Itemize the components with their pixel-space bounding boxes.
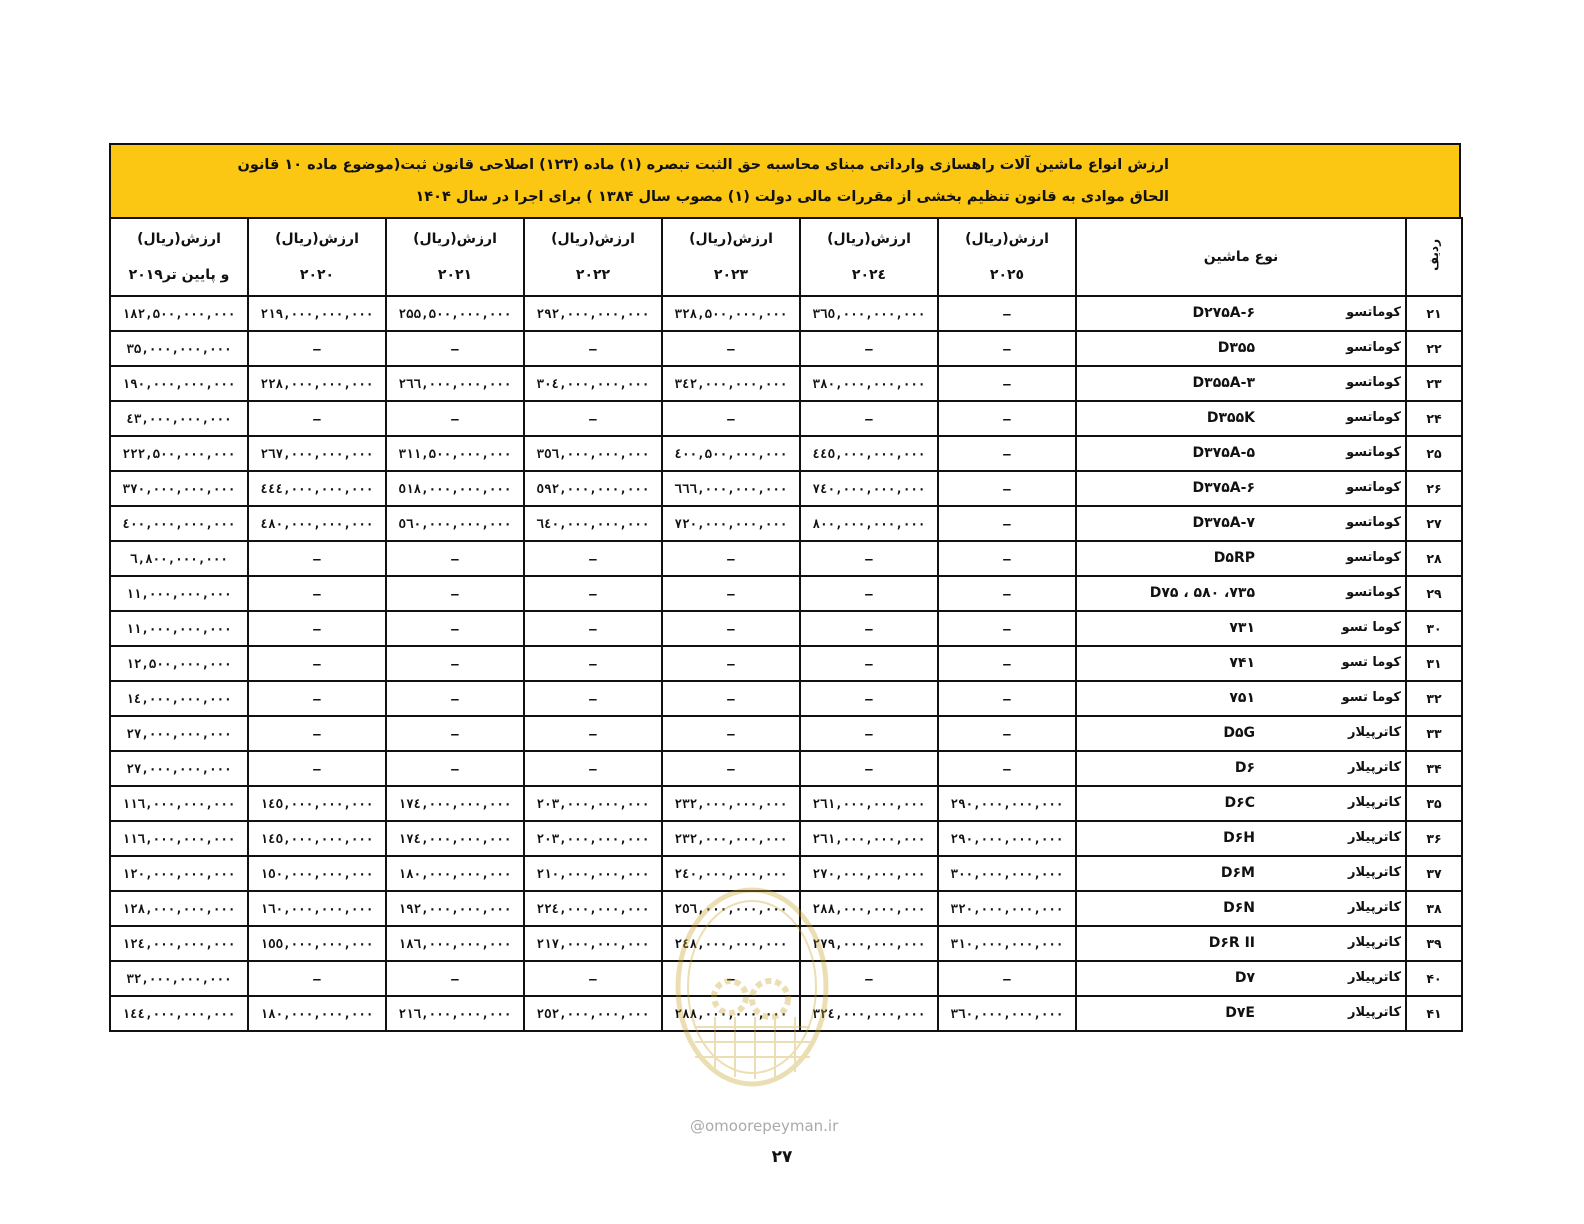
machine-model: D۳۵۵A-۳ (1192, 375, 1255, 391)
value-cell: ۲٤۸,۰۰۰,۰۰۰,۰۰۰ (662, 926, 800, 961)
value-cell: – (662, 961, 800, 996)
machine-model: D۷۵ ، ۵۸۰ ،۷۳۵ (1149, 585, 1255, 601)
value-cell: – (248, 646, 386, 681)
value-cell: – (800, 611, 938, 646)
value-cell: ٤۳,۰۰۰,۰۰۰,۰۰۰ (110, 401, 248, 436)
value-cell: – (386, 331, 524, 366)
value-cell: – (524, 611, 662, 646)
machine-brand: کوماتسو (1346, 480, 1401, 495)
title-line-1: ارزش انواع ماشین آلات راهسازی وارداتی مبنای محاسبه حق الثبت تبصره (۱) ماده (۱۲۳) اصلاحی قانون ثبت(موضوع ماده ۱۰ قانون (237, 157, 1169, 173)
value-cell: – (248, 576, 386, 611)
value-cell: – (524, 541, 662, 576)
row-number-cell: ۳۷ (1406, 856, 1462, 891)
machine-model: D۶C (1224, 795, 1255, 811)
machine-model: ۷۴۱ (1229, 655, 1255, 671)
value-cell: ۱۷٤,۰۰۰,۰۰۰,۰۰۰ (386, 786, 524, 821)
machine-model: D۶M (1220, 865, 1255, 881)
row-number-cell: ۳۱ (1406, 646, 1462, 681)
table-header-row (110, 218, 1462, 296)
table-row (110, 786, 1462, 821)
machine-model: D۶N (1223, 900, 1255, 916)
value-cell: – (800, 751, 938, 786)
value-cell: ۲۱۹,۰۰۰,۰۰۰,۰۰۰ (248, 296, 386, 331)
value-cell: ٥٦۰,۰۰۰,۰۰۰,۰۰۰ (386, 506, 524, 541)
value-cell: ۱۲۰,۰۰۰,۰۰۰,۰۰۰ (110, 856, 248, 891)
value-cell: ۸۰۰,۰۰۰,۰۰۰,۰۰۰ (800, 506, 938, 541)
value-cell: – (938, 296, 1076, 331)
machine-type-cell (1076, 891, 1406, 926)
value-cell: ۳۱۱,۵۰۰,۰۰۰,۰۰۰ (386, 436, 524, 471)
machine-type-cell (1076, 541, 1406, 576)
value-cell: – (800, 961, 938, 996)
value-cell: ۳۲٤,۰۰۰,۰۰۰,۰۰۰ (800, 996, 938, 1031)
row-number-cell: ۲۳ (1406, 366, 1462, 401)
header-value-2019: ارزش(ریال) ۲۰۱۹و پایین تر (110, 218, 248, 296)
machine-type-cell (1076, 856, 1406, 891)
value-cell: – (248, 751, 386, 786)
value-cell: ٤۸۰,۰۰۰,۰۰۰,۰۰۰ (248, 506, 386, 541)
value-cell: – (800, 541, 938, 576)
value-cell: – (938, 716, 1076, 751)
table-row (110, 541, 1462, 576)
machine-brand: کاترپیلار (1348, 795, 1401, 810)
machine-type-cell (1076, 506, 1406, 541)
value-cell: – (386, 751, 524, 786)
machine-model: D۶H (1223, 830, 1255, 846)
machine-type-cell (1076, 681, 1406, 716)
machine-model: ۷۵۱ (1229, 690, 1255, 706)
value-cell: – (938, 506, 1076, 541)
value-cell: ۱٤,۰۰۰,۰۰۰,۰۰۰ (110, 681, 248, 716)
value-cell: ٦,۸۰۰,۰۰۰,۰۰۰ (110, 541, 248, 576)
value-cell: ۱۲۸,۰۰۰,۰۰۰,۰۰۰ (110, 891, 248, 926)
table-row (110, 611, 1462, 646)
row-number-cell: ۳۳ (1406, 716, 1462, 751)
machine-model: D۶ (1234, 760, 1255, 776)
header-value-2024: ارزش(ریال) ۲۰۲٤ (800, 218, 938, 296)
table-row (110, 821, 1462, 856)
row-number-cell: ۳۹ (1406, 926, 1462, 961)
value-cell: – (662, 401, 800, 436)
header-row-number: ردیف (1406, 218, 1462, 296)
machine-brand: کاترپیلار (1348, 935, 1401, 950)
machine-type-cell (1076, 926, 1406, 961)
value-cell: – (248, 611, 386, 646)
machine-model: D۵G (1223, 725, 1255, 741)
machine-brand: کوما تسو (1341, 655, 1401, 670)
value-cell: – (524, 646, 662, 681)
value-cell: ۲۸۸,۰۰۰,۰۰۰,۰۰۰ (662, 996, 800, 1031)
machine-model: D۷ (1234, 970, 1255, 986)
value-cell: – (386, 646, 524, 681)
value-cell: ۱٤٥,۰۰۰,۰۰۰,۰۰۰ (248, 821, 386, 856)
value-cell: – (800, 646, 938, 681)
machine-brand: کوما تسو (1341, 620, 1401, 635)
header-value-2025: ارزش(ریال) ۲۰۲٥ (938, 218, 1076, 296)
value-cell: ۳۲,۰۰۰,۰۰۰,۰۰۰ (110, 961, 248, 996)
value-cell: – (386, 401, 524, 436)
machine-brand: کوماتسو (1346, 550, 1401, 565)
row-number-cell: ۲۶ (1406, 471, 1462, 506)
value-cell: ۳۲۰,۰۰۰,۰۰۰,۰۰۰ (938, 891, 1076, 926)
table-row (110, 751, 1462, 786)
value-cell: ۲۰۳,۰۰۰,۰۰۰,۰۰۰ (524, 821, 662, 856)
value-cell: ۲۸۸,۰۰۰,۰۰۰,۰۰۰ (800, 891, 938, 926)
header-value-2022: ارزش(ریال) ۲۰۲۲ (524, 218, 662, 296)
value-cell: – (938, 436, 1076, 471)
table-row (110, 401, 1462, 436)
value-cell: ۱٥۰,۰۰۰,۰۰۰,۰۰۰ (248, 856, 386, 891)
row-number-cell: ۲۴ (1406, 401, 1462, 436)
table-row (110, 366, 1462, 401)
machine-type-cell (1076, 296, 1406, 331)
value-cell: ٤٤٤,۰۰۰,۰۰۰,۰۰۰ (248, 471, 386, 506)
table-row (110, 331, 1462, 366)
value-cell: ۲۹۰,۰۰۰,۰۰۰,۰۰۰ (938, 821, 1076, 856)
machine-brand: کاترپیلار (1348, 760, 1401, 775)
machine-model: D۳۷۵A-۵ (1192, 445, 1255, 461)
page-number: ۲۷ (771, 1147, 793, 1167)
value-cell: ۳۲۸,۵۰۰,۰۰۰,۰۰۰ (662, 296, 800, 331)
machine-type-cell (1076, 821, 1406, 856)
value-cell: ۲٦۱,۰۰۰,۰۰۰,۰۰۰ (800, 786, 938, 821)
value-cell: ۲۱۷,۰۰۰,۰۰۰,۰۰۰ (524, 926, 662, 961)
value-cell: ۱۱٦,۰۰۰,۰۰۰,۰۰۰ (110, 821, 248, 856)
value-cell: ۱٤٤,۰۰۰,۰۰۰,۰۰۰ (110, 996, 248, 1031)
value-cell: ۳۰٤,۰۰۰,۰۰۰,۰۰۰ (524, 366, 662, 401)
machine-brand: کوماتسو (1346, 445, 1401, 460)
value-cell: ۱۲٤,۰۰۰,۰۰۰,۰۰۰ (110, 926, 248, 961)
machine-brand: کوماتسو (1346, 340, 1401, 355)
value-cell: ۲۵۵,۵۰۰,۰۰۰,۰۰۰ (386, 296, 524, 331)
machine-model: D۳۷۵A-۷ (1192, 515, 1255, 531)
row-number-cell: ۳۸ (1406, 891, 1462, 926)
value-cell: ۲٦۷,۰۰۰,۰۰۰,۰۰۰ (248, 436, 386, 471)
value-cell: – (386, 541, 524, 576)
value-cell: ٥۹۲,۰۰۰,۰۰۰,۰۰۰ (524, 471, 662, 506)
value-cell: ۳٥٦,۰۰۰,۰۰۰,۰۰۰ (524, 436, 662, 471)
value-cell: – (800, 401, 938, 436)
machine-type-cell (1076, 576, 1406, 611)
machine-brand: کوماتسو (1346, 375, 1401, 390)
row-number-cell: ۲۵ (1406, 436, 1462, 471)
value-cell: ۳۷۰,۰۰۰,۰۰۰,۰۰۰ (110, 471, 248, 506)
table-row (110, 891, 1462, 926)
value-cell: ٦٤۰,۰۰۰,۰۰۰,۰۰۰ (524, 506, 662, 541)
value-cell: ۱۸۰,۰۰۰,۰۰۰,۰۰۰ (248, 996, 386, 1031)
table-body (110, 296, 1462, 1031)
site-footer-text: @omoorepeyman.ir (690, 1117, 839, 1135)
value-cell: ۱۱,۰۰۰,۰۰۰,۰۰۰ (110, 611, 248, 646)
machine-type-cell (1076, 961, 1406, 996)
machine-model: D۳۷۵A-۶ (1192, 480, 1255, 496)
title-line-2: الحاق موادی به قانون تنظیم بخشی از مقررات مالی دولت (۱) مصوب سال ۱۳۸۴ ) برای اجرا در سال ۱۴۰۴ (415, 189, 1169, 205)
table-row (110, 436, 1462, 471)
value-cell: – (938, 611, 1076, 646)
value-cell: – (248, 961, 386, 996)
value-cell: ۱۸۲,۵۰۰,۰۰۰,۰۰۰ (110, 296, 248, 331)
machine-brand: کوماتسو (1346, 585, 1401, 600)
machine-type-cell (1076, 611, 1406, 646)
machine-brand: کاترپیلار (1348, 830, 1401, 845)
value-cell: – (524, 961, 662, 996)
value-cell: ۲۰۳,۰۰۰,۰۰۰,۰۰۰ (524, 786, 662, 821)
row-number-cell: ۳۶ (1406, 821, 1462, 856)
table-row (110, 996, 1462, 1031)
value-cell: ۷۲۰,۰۰۰,۰۰۰,۰۰۰ (662, 506, 800, 541)
value-cell: – (662, 331, 800, 366)
value-cell: – (938, 366, 1076, 401)
value-cell: ۲۱٦,۰۰۰,۰۰۰,۰۰۰ (386, 996, 524, 1031)
machine-brand: کاترپیلار (1348, 725, 1401, 740)
value-cell: – (938, 471, 1076, 506)
title-band (109, 143, 1461, 217)
machine-brand: کوما تسو (1341, 690, 1401, 705)
value-cell: – (524, 576, 662, 611)
value-cell: – (524, 681, 662, 716)
value-cell: ۱۹۰,۰۰۰,۰۰۰,۰۰۰ (110, 366, 248, 401)
table-row (110, 296, 1462, 331)
value-cell: ٤۰۰,۵۰۰,۰۰۰,۰۰۰ (662, 436, 800, 471)
document-sheet (109, 143, 1461, 1032)
value-cell: ۳۰۰,۰۰۰,۰۰۰,۰۰۰ (938, 856, 1076, 891)
value-cell: ۲۷۹,۰۰۰,۰۰۰,۰۰۰ (800, 926, 938, 961)
table-row (110, 506, 1462, 541)
value-cell: ۱۸٦,۰۰۰,۰۰۰,۰۰۰ (386, 926, 524, 961)
value-cell: – (662, 646, 800, 681)
value-cell: ۲۳۲,۰۰۰,۰۰۰,۰۰۰ (662, 786, 800, 821)
header-value-2023: ارزش(ریال) ۲۰۲۳ (662, 218, 800, 296)
value-cell: – (938, 541, 1076, 576)
value-cell: ۲۷,۰۰۰,۰۰۰,۰۰۰ (110, 716, 248, 751)
value-cell: – (662, 541, 800, 576)
value-cell: ۲۱۰,۰۰۰,۰۰۰,۰۰۰ (524, 856, 662, 891)
value-cell: – (938, 961, 1076, 996)
machine-model: D۶R II (1208, 935, 1255, 951)
machine-type-cell (1076, 996, 1406, 1031)
row-number-cell: ۳۲ (1406, 681, 1462, 716)
value-cell: ٦٦٦,۰۰۰,۰۰۰,۰۰۰ (662, 471, 800, 506)
value-cell: ۲٦٦,۰۰۰,۰۰۰,۰۰۰ (386, 366, 524, 401)
value-cell: – (248, 331, 386, 366)
value-cell: ۲۹۲,۰۰۰,۰۰۰,۰۰۰ (524, 296, 662, 331)
value-cell: – (386, 961, 524, 996)
machine-model: D۳۵۵ (1217, 340, 1255, 356)
values-table (109, 217, 1463, 1032)
value-cell: – (386, 716, 524, 751)
machine-brand: کوماتسو (1346, 410, 1401, 425)
value-cell: ۷٤۰,۰۰۰,۰۰۰,۰۰۰ (800, 471, 938, 506)
machine-type-cell (1076, 331, 1406, 366)
machine-type-cell (1076, 471, 1406, 506)
machine-brand: کاترپیلار (1348, 1005, 1401, 1020)
table-row (110, 471, 1462, 506)
row-number-cell: ۲۹ (1406, 576, 1462, 611)
machine-model: D۳۵۵K (1206, 410, 1255, 426)
value-cell: – (248, 541, 386, 576)
machine-type-cell (1076, 646, 1406, 681)
value-cell: ۱۲,۵۰۰,۰۰۰,۰۰۰ (110, 646, 248, 681)
value-cell: – (662, 716, 800, 751)
value-cell: ۱۷٤,۰۰۰,۰۰۰,۰۰۰ (386, 821, 524, 856)
value-cell: ٥۱۸,۰۰۰,۰۰۰,۰۰۰ (386, 471, 524, 506)
header-value-2021: ارزش(ریال) ۲۰۲۱ (386, 218, 524, 296)
value-cell: ۲۷,۰۰۰,۰۰۰,۰۰۰ (110, 751, 248, 786)
row-number-cell: ۲۲ (1406, 331, 1462, 366)
machine-model: D۵RP (1213, 550, 1255, 566)
value-cell: ۲٤۰,۰۰۰,۰۰۰,۰۰۰ (662, 856, 800, 891)
value-cell: ۳٦۰,۰۰۰,۰۰۰,۰۰۰ (938, 996, 1076, 1031)
value-cell: – (662, 681, 800, 716)
machine-type-cell (1076, 716, 1406, 751)
value-cell: ۲۲۲,۵۰۰,۰۰۰,۰۰۰ (110, 436, 248, 471)
machine-type-cell (1076, 401, 1406, 436)
table-row (110, 926, 1462, 961)
value-cell: ۱۸۰,۰۰۰,۰۰۰,۰۰۰ (386, 856, 524, 891)
value-cell: ۱۱٦,۰۰۰,۰۰۰,۰۰۰ (110, 786, 248, 821)
value-cell: ۲۲٤,۰۰۰,۰۰۰,۰۰۰ (524, 891, 662, 926)
value-cell: ۱۱,۰۰۰,۰۰۰,۰۰۰ (110, 576, 248, 611)
value-cell: ۳۵,۰۰۰,۰۰۰,۰۰۰ (110, 331, 248, 366)
machine-brand: کاترپیلار (1348, 900, 1401, 915)
machine-model: D۷E (1225, 1005, 1255, 1021)
value-cell: ٤٤٥,۰۰۰,۰۰۰,۰۰۰ (800, 436, 938, 471)
table-row (110, 961, 1462, 996)
row-number-cell: ۳۴ (1406, 751, 1462, 786)
value-cell: – (524, 331, 662, 366)
value-cell: – (938, 681, 1076, 716)
value-cell: – (800, 681, 938, 716)
value-cell: – (938, 401, 1076, 436)
value-cell: ۳۱۰,۰۰۰,۰۰۰,۰۰۰ (938, 926, 1076, 961)
value-cell: – (662, 751, 800, 786)
value-cell: – (524, 401, 662, 436)
value-cell: ۳۸۰,۰۰۰,۰۰۰,۰۰۰ (800, 366, 938, 401)
machine-type-cell (1076, 436, 1406, 471)
value-cell: – (938, 331, 1076, 366)
table-row (110, 716, 1462, 751)
value-cell: ۱٦۰,۰۰۰,۰۰۰,۰۰۰ (248, 891, 386, 926)
value-cell: – (938, 646, 1076, 681)
table-row (110, 576, 1462, 611)
machine-type-cell (1076, 366, 1406, 401)
value-cell: ۲٥٦,۰۰۰,۰۰۰,۰۰۰ (662, 891, 800, 926)
row-number-cell: ۲۸ (1406, 541, 1462, 576)
row-number-cell: ۲۷ (1406, 506, 1462, 541)
value-cell: – (524, 751, 662, 786)
machine-brand: کاترپیلار (1348, 970, 1401, 985)
value-cell: – (386, 611, 524, 646)
value-cell: ۲٦۱,۰۰۰,۰۰۰,۰۰۰ (800, 821, 938, 856)
machine-model: D۲۷۵A-۶ (1192, 305, 1255, 321)
machine-model: ۷۳۱ (1229, 620, 1255, 636)
value-cell: – (248, 716, 386, 751)
value-cell: – (800, 331, 938, 366)
value-cell: – (662, 576, 800, 611)
value-cell: – (938, 576, 1076, 611)
value-cell: ۲۲۸,۰۰۰,۰۰۰,۰۰۰ (248, 366, 386, 401)
machine-brand: کوماتسو (1346, 515, 1401, 530)
table-row (110, 681, 1462, 716)
value-cell: – (248, 681, 386, 716)
machine-brand: کوماتسو (1346, 305, 1401, 320)
header-machine-type: نوع ماشین (1076, 218, 1406, 296)
value-cell: – (386, 576, 524, 611)
value-cell: ٤۰۰,۰۰۰,۰۰۰,۰۰۰ (110, 506, 248, 541)
value-cell: ۳٤۲,۰۰۰,۰۰۰,۰۰۰ (662, 366, 800, 401)
row-number-cell: ۳۰ (1406, 611, 1462, 646)
value-cell: ۲۳۲,۰۰۰,۰۰۰,۰۰۰ (662, 821, 800, 856)
value-cell: ۳٦٥,۰۰۰,۰۰۰,۰۰۰ (800, 296, 938, 331)
value-cell: – (800, 576, 938, 611)
row-number-cell: ۲۱ (1406, 296, 1462, 331)
value-cell: – (800, 716, 938, 751)
row-number-cell: ۴۱ (1406, 996, 1462, 1031)
value-cell: ۲۷۰,۰۰۰,۰۰۰,۰۰۰ (800, 856, 938, 891)
table-row (110, 646, 1462, 681)
value-cell: – (524, 716, 662, 751)
table-row (110, 856, 1462, 891)
value-cell: – (662, 611, 800, 646)
machine-type-cell (1076, 751, 1406, 786)
row-number-cell: ۴۰ (1406, 961, 1462, 996)
machine-type-cell (1076, 786, 1406, 821)
value-cell: ۲۹۰,۰۰۰,۰۰۰,۰۰۰ (938, 786, 1076, 821)
value-cell: – (386, 681, 524, 716)
machine-brand: کاترپیلار (1348, 865, 1401, 880)
value-cell: ۱٤٥,۰۰۰,۰۰۰,۰۰۰ (248, 786, 386, 821)
header-value-2020: ارزش(ریال) ۲۰۲۰ (248, 218, 386, 296)
value-cell: ۱۹۲,۰۰۰,۰۰۰,۰۰۰ (386, 891, 524, 926)
value-cell: ۱٥٥,۰۰۰,۰۰۰,۰۰۰ (248, 926, 386, 961)
value-cell: – (248, 401, 386, 436)
row-number-cell: ۳۵ (1406, 786, 1462, 821)
value-cell: – (938, 751, 1076, 786)
value-cell: ۲٥۲,۰۰۰,۰۰۰,۰۰۰ (524, 996, 662, 1031)
